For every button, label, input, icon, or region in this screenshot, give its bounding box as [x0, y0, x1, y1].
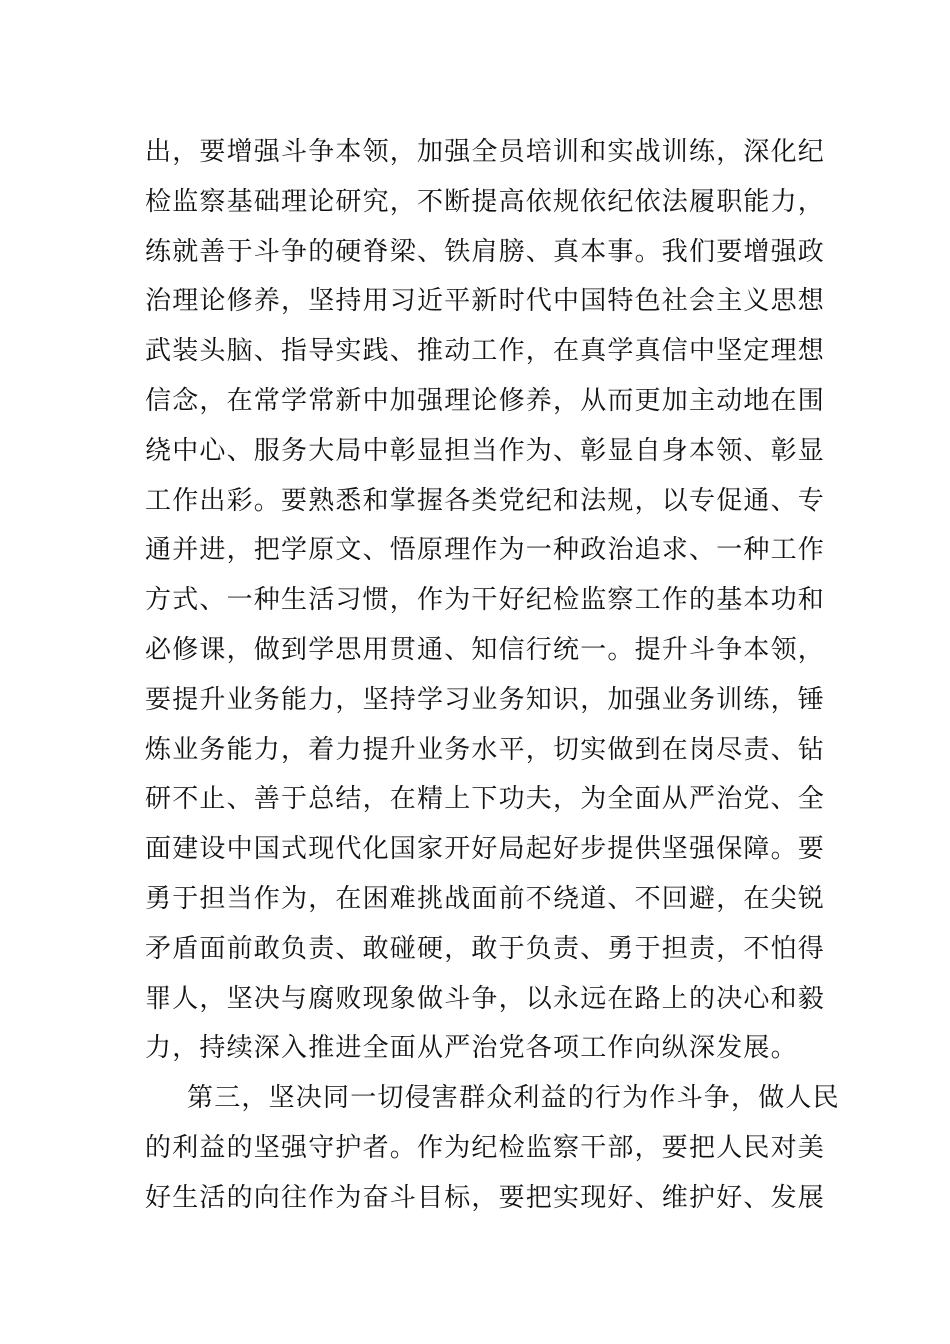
- text-line: 罪人，坚决与腐败现象做斗争，以永远在路上的决心和毅: [145, 983, 826, 1014]
- text-line: 矛盾面前敢负责、敢碰硬，敢于负责、勇于担责，不怕得: [145, 933, 826, 964]
- paragraph-start-line: 第三，坚决同一切侵害群众利益的行为作斗争，做人民: [187, 1083, 840, 1114]
- text-line: 勇于担当作为，在困难挑战面前不绕道、不回避，在尖锐: [145, 883, 826, 914]
- text-line: 通并进，把学原文、悟原理作为一种政治追求、一种工作: [145, 535, 826, 566]
- text-line: 必修课，做到学思用贯通、知信行统一。提升斗争本领，: [145, 634, 826, 665]
- body-text: [145, 128, 840, 1224]
- text-line: 力，持续深入推进全面从严治党各项工作向纵深发展。: [145, 1033, 798, 1064]
- text-line: 要提升业务能力，坚持学习业务知识，加强业务训练，锤: [145, 684, 826, 715]
- text-line: 工作出彩。要熟悉和掌握各类党纪和法规，以专促通、专: [145, 485, 826, 516]
- text-line: 面建设中国式现代化国家开好局起好步提供坚强保障。要: [145, 834, 826, 865]
- text-line: 炼业务能力，着力提升业务水平，切实做到在岗尽责、钻: [145, 734, 826, 765]
- text-line: 的利益的坚强守护者。作为纪检监察干部，要把人民对美: [145, 1132, 826, 1163]
- text-line: 练就善于斗争的硬脊梁、铁肩膀、真本事。我们要增强政: [145, 236, 826, 267]
- text-line: 检监察基础理论研究，不断提高依规依纪依法履职能力，: [145, 186, 826, 217]
- text-line: 信念，在常学常新中加强理论修养，从而更加主动地在围: [145, 385, 826, 416]
- text-line: 绕中心、服务大局中彰显担当作为、彰显自身本领、彰显: [145, 435, 826, 466]
- text-line: 武装头脑、指导实践、推动工作，在真学真信中坚定理想: [145, 336, 826, 367]
- text-line: 好生活的向往作为奋斗目标，要把实现好、维护好、发展: [145, 1182, 826, 1213]
- text-line: 方式、一种生活习惯，作为干好纪检监察工作的基本功和: [145, 585, 826, 616]
- text-line: 治理论修养，坚持用习近平新时代中国特色社会主义思想: [145, 286, 826, 317]
- text-line: 出，要增强斗争本领，加强全员培训和实战训练，深化纪: [145, 137, 826, 167]
- text-line: 研不止、善于总结，在精上下功夫，为全面从严治党、全: [145, 784, 826, 815]
